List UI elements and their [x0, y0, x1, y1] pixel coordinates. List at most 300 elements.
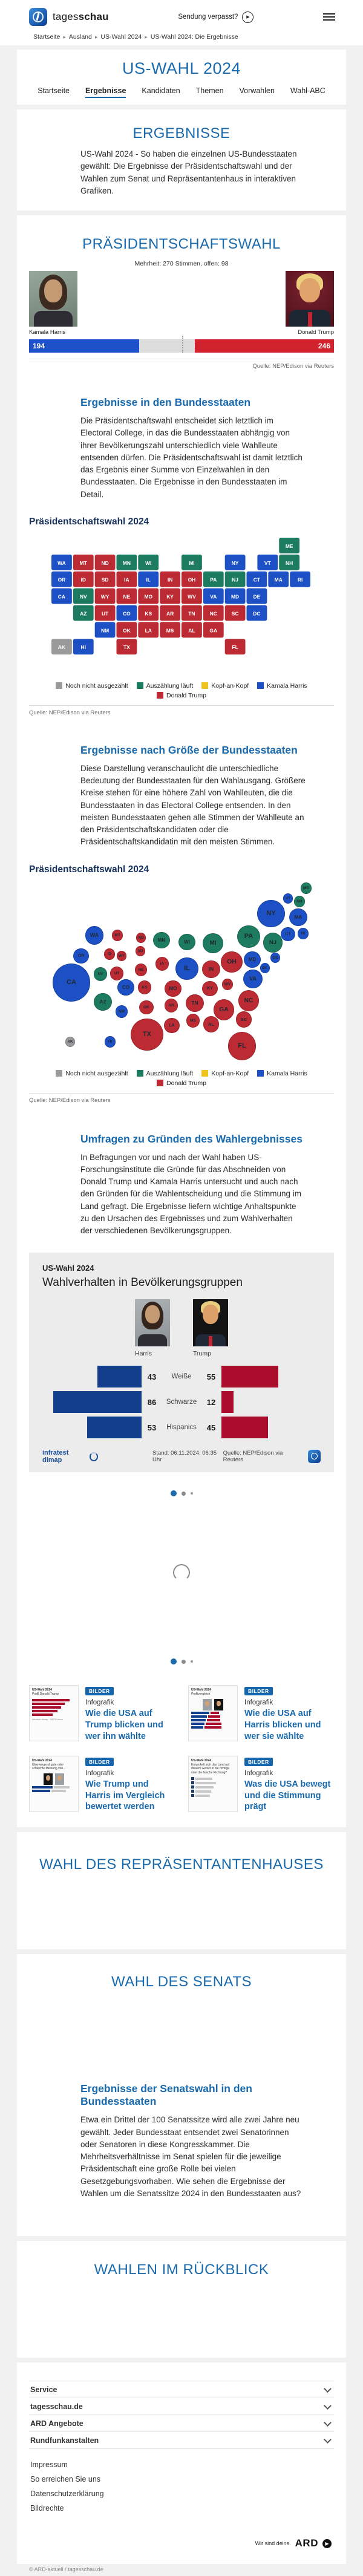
tab-vorwahlen[interactable]: Vorwahlen: [239, 86, 275, 95]
teaser-thumbnail: [29, 1685, 79, 1741]
teaser-card[interactable]: [29, 1756, 175, 1813]
map-state-label: NC: [209, 610, 217, 617]
breadcrumb-item[interactable]: US-Wahl 2024: Die Ergebnisse: [150, 33, 238, 41]
thumb-bar: [211, 1712, 219, 1714]
teaser-title[interactable]: Was die USA bewegt und die Stimmung prägt: [244, 1779, 331, 1812]
teaser-body: [244, 1756, 334, 1813]
map-state-label: SC: [231, 610, 239, 617]
bubble-state-UT[interactable]: UT: [110, 967, 123, 980]
ard-logo: ARD: [295, 2537, 318, 2549]
trump-chart-photo: [193, 1299, 228, 1346]
legend-label: Kopf-an-Kopf: [211, 682, 249, 690]
map-state-label: AK: [57, 644, 66, 650]
teaser-body: [85, 1756, 175, 1813]
footer-link-datenschutzerkl-rung[interactable]: Datenschutzerklärung: [30, 2490, 104, 2499]
sendung-verpasst-label: Sendung verpasst?: [178, 13, 238, 21]
map-state-label: MN: [122, 559, 131, 566]
thumb-title: Profilvergleich: [191, 1692, 211, 1697]
site-header: [0, 0, 363, 45]
legend-swatch-trump: [157, 692, 163, 699]
map-state-label: ME: [285, 543, 293, 549]
legend-item: [137, 1070, 194, 1077]
trump-bar: [221, 1391, 234, 1413]
map-state-label: IN: [167, 576, 173, 583]
ergebnisse-section: [17, 109, 346, 210]
trump-bar: [221, 1417, 268, 1438]
teaser-card[interactable]: [188, 1756, 334, 1813]
map-state-label: LA: [145, 627, 152, 634]
harris-name-label: Kamala Harris: [29, 329, 66, 336]
cartogram-title: Präsidentschaftswahl 2024: [29, 864, 149, 875]
bubble-state-CT[interactable]: CT: [281, 927, 295, 942]
harris-value: 53: [147, 1423, 157, 1432]
map-state-label: MI: [189, 559, 195, 566]
thumb-bar: [32, 1703, 65, 1705]
legend-label: Noch nicht ausgezählt: [65, 682, 128, 690]
bubble-state-AZ[interactable]: AZ: [94, 993, 111, 1011]
thumb-bar: [191, 1726, 203, 1729]
footer-accordion-tagesschau-de[interactable]: [29, 2398, 334, 2415]
footer-accordion-service[interactable]: [29, 2381, 334, 2398]
thumb-title: Profil Donald Trump: [32, 1692, 59, 1697]
legend-swatch-open: [56, 682, 62, 689]
thumb-harris-photo: [203, 1699, 212, 1710]
bubble-state-WI[interactable]: WI: [178, 934, 195, 951]
bubble-state-MT[interactable]: MT: [112, 930, 123, 941]
chart-title: Wahlverhalten in Bevölkerungsgruppen: [42, 1276, 243, 1290]
donald-trump-photo: [286, 271, 334, 327]
teaser-kicker: Infografik: [244, 1699, 273, 1707]
map-state-label: NM: [101, 627, 110, 634]
footer-link-impressum[interactable]: Impressum: [30, 2460, 68, 2470]
trump-bar-wrap: [221, 1417, 321, 1438]
map-state-label: AR: [166, 610, 174, 617]
legend-label: Kamala Harris: [267, 682, 307, 690]
legend-swatch-trump: [157, 1080, 163, 1086]
footer-accordion-ard-angebote[interactable]: [29, 2415, 334, 2431]
bubble-state-WA[interactable]: WA: [85, 926, 103, 944]
legend-swatch-counting: [137, 1070, 143, 1077]
map-state-label: KS: [145, 610, 152, 617]
tab-startseite[interactable]: Startseite: [38, 86, 70, 95]
carousel-dots: [17, 1658, 346, 1665]
bubble-state-NV[interactable]: NV: [94, 967, 107, 980]
bubble-state-CA[interactable]: CA: [53, 964, 90, 1001]
map-state-label: MS: [166, 627, 174, 634]
thumb-bar: [195, 1786, 214, 1789]
thumb-square: [191, 1785, 194, 1789]
site-footer: [17, 2362, 346, 2564]
trump-chart-label: Trump: [193, 1350, 211, 1358]
demographics-row: [42, 1417, 321, 1438]
breadcrumb: [0, 28, 363, 45]
thumb-bar: [51, 1790, 66, 1792]
bubble-state-VT[interactable]: VT: [283, 893, 293, 903]
map-state-label: UT: [101, 610, 109, 617]
map-state-label: MA: [274, 576, 283, 583]
thumb-bar-row: [191, 1785, 235, 1789]
chart-harris-column: [135, 1299, 170, 1357]
thumb-bar: [191, 1719, 206, 1721]
legend-swatch-open: [56, 1070, 62, 1077]
harris-bar: [97, 1366, 142, 1387]
size-results-heading: Ergebnisse nach Größe der Bundesstaaten: [80, 743, 298, 756]
bilder-badge: BILDER: [244, 1758, 273, 1766]
thumb-bar: [54, 1786, 70, 1789]
map-state-label: TN: [188, 610, 195, 617]
legend-label: Kamala Harris: [267, 1069, 307, 1077]
teaser-kicker: Infografik: [85, 1699, 114, 1707]
legend-label: Auszählung läuft: [146, 1069, 194, 1077]
trump-bar-wrap: [221, 1391, 321, 1413]
map-state-label: PA: [210, 576, 217, 583]
tab-kandidaten[interactable]: Kandidaten: [142, 86, 180, 95]
thumb-trump-photo: [44, 1773, 53, 1785]
praesidentschaftswahl-title: PRÄSIDENTSCHAFTSWAHL: [82, 236, 281, 252]
teaser-body: [85, 1685, 175, 1743]
bubble-state-IL[interactable]: IL: [175, 957, 198, 980]
map-state-label: OR: [57, 576, 66, 583]
bubble-state-ND[interactable]: ND: [136, 933, 146, 942]
demographics-row: [42, 1391, 321, 1413]
legend-item: [257, 1070, 307, 1077]
bubble-state-RI[interactable]: RI: [298, 928, 309, 939]
map-state-label: NJ: [232, 576, 238, 583]
chevron-down-icon: [324, 2402, 332, 2410]
legend-swatch-counting: [137, 682, 143, 689]
breadcrumb-item[interactable]: Ausland: [68, 33, 92, 41]
page-title: US-WAHL 2024: [122, 59, 241, 77]
thumb-chart: [32, 1699, 76, 1716]
bubble-state-MN[interactable]: MN: [153, 932, 170, 949]
repraesentantenhaus-section: [17, 1832, 346, 1949]
chart-kicker: US-Wahl 2024: [42, 1264, 94, 1273]
trump-value: 12: [206, 1397, 216, 1407]
breadcrumb-separator-icon: ▸: [63, 34, 66, 40]
bubble-state-ID[interactable]: ID: [104, 948, 115, 959]
harris-value: 43: [147, 1372, 157, 1381]
map-state-label: OK: [123, 627, 131, 634]
group-label: Hispanics: [166, 1424, 197, 1432]
accordion-label: Rundfunkanstalten: [30, 2436, 99, 2445]
map-state-label: IA: [124, 576, 129, 583]
carousel-dots: [17, 1490, 346, 1496]
thumb-bar: [195, 1782, 216, 1784]
bubble-state-NH[interactable]: NH: [294, 896, 305, 907]
map-state-label: WI: [145, 559, 152, 566]
majority-marker: [182, 336, 183, 353]
states-results-heading: Ergebnisse in den Bundesstaaten: [80, 396, 251, 408]
tab-ergebnisse[interactable]: Ergebnisse: [85, 86, 126, 98]
bubble-state-GA[interactable]: GA: [214, 999, 235, 1020]
thumb-bar-row: [191, 1715, 235, 1718]
accordion-label: tagesschau.de: [30, 2402, 83, 2411]
infografik-teaser-grid: [29, 1685, 334, 1816]
kamala-harris-photo: [29, 271, 77, 327]
bubble-state-IA[interactable]: IA: [155, 957, 169, 970]
ergebnisse-title: ERGEBNISSE: [132, 125, 231, 142]
bubble-state-AK[interactable]: AK: [65, 1037, 75, 1046]
thumb-square: [191, 1777, 194, 1780]
bubble-state-NY[interactable]: NY: [257, 900, 284, 927]
bubble-state-MI[interactable]: MI: [203, 933, 223, 954]
thumb-bar: [208, 1715, 220, 1718]
chart-trump-column: [193, 1299, 228, 1357]
legend-item: [157, 1080, 206, 1087]
bubble-state-SC[interactable]: SC: [236, 1011, 252, 1028]
teaser-card[interactable]: [188, 1685, 334, 1743]
tagesschau-mini-logo: [308, 1450, 321, 1463]
bubble-state-MO[interactable]: MO: [165, 980, 182, 997]
thumb-bar-row: [191, 1781, 235, 1784]
demographics-rows: [42, 1366, 321, 1438]
thumb-bar-row: [32, 1790, 76, 1792]
carousel-dot-active[interactable]: [171, 1490, 177, 1496]
infratest-dimap-logo: infratest dimap: [42, 1449, 98, 1464]
map-state-label: NE: [123, 593, 131, 600]
teaser-title[interactable]: Wie Trump und Harris im Vergleich bewertet werden: [85, 1779, 165, 1812]
demographics-row: [42, 1366, 321, 1387]
repraesentantenhaus-title: WAHL DES REPRÄSENTANTENHAUSES: [39, 1856, 324, 1873]
footer-accordion-rundfunkanstalten[interactable]: [29, 2431, 334, 2449]
legend-swatch-tossup: [201, 1070, 208, 1077]
ergebnisse-intro-text: US-Wahl 2024 - So haben die einzelnen US-Bundesstaaten gewählt: Die Ergebnisse der Präsidentschaftswahl und der Wahlen zum Senat und Repräsentantenhaus in interaktiven Grafiken.: [80, 149, 297, 195]
breadcrumb-item[interactable]: Startseite: [33, 33, 60, 41]
senat-results-heading: Ergebnisse der Senatswahl in den Bundesstaaten: [80, 2082, 252, 2108]
bubble-state-AR[interactable]: AR: [165, 999, 178, 1012]
thumb-bar: [32, 1714, 53, 1716]
legend-item: [201, 1070, 249, 1077]
map-state-label: GA: [209, 627, 218, 634]
map-state-label: ND: [101, 559, 109, 566]
demographics-chart-card: [29, 1253, 334, 1472]
carousel-dot[interactable]: [182, 1492, 186, 1496]
tagesschau-logo[interactable]: [29, 8, 47, 26]
map-state-label: FL: [232, 644, 238, 650]
bubble-state-OR[interactable]: OR: [73, 948, 88, 964]
bubble-state-VA[interactable]: VA: [243, 970, 263, 989]
bubble-state-FL[interactable]: FL: [228, 1032, 257, 1060]
thumb-bar: [206, 1723, 221, 1725]
bubble-state-MD[interactable]: MD: [244, 951, 261, 968]
thumb-harris-photo: [55, 1773, 64, 1785]
thumb-bar: [32, 1790, 50, 1792]
map-state-label: AL: [188, 627, 195, 634]
carousel-dot[interactable]: [191, 1660, 193, 1663]
harris-votes-bar: 194: [29, 339, 139, 353]
size-results-text: Diese Darstellung veranschaulicht die unterschiedliche Bedeutung der Bundesstaaten für den Wahlausgang. Größere Kreise stehen für eine höhere Zahl von Wahlleuten, die die Bundesstaaten in das Electoral College entsenden. In den meisten Bundesstaaten gehen alle Stimmen der Wahlleute an den Präsidentschaftskandidaten oder die Präsidentschaftskandidatin mit den meisten Stimmen.: [80, 763, 306, 847]
group-label: Schwarze: [166, 1398, 197, 1406]
thumb-heads: [191, 1699, 235, 1710]
thumb-bar-row: [32, 1786, 76, 1789]
bubble-state-IN[interactable]: IN: [202, 960, 220, 978]
thumb-bar: [195, 1795, 210, 1797]
map-legend: [35, 682, 328, 699]
bubble-state-OH[interactable]: OH: [221, 951, 243, 973]
map-state-label: CO: [123, 610, 131, 617]
thumb-chart: [32, 1773, 76, 1792]
senat-results-text: Etwa ein Drittel der 100 Senatssitze wird alle zwei Jahre neu gewählt. Jeder Bundesstaat entsendet zwei Senatorinnen oder Senatoren in diese Kongresskammer. Die Mehrheitsverhältnisse im Senat spielen für die jeweilige Präsidentschaft eine große Rolle bei vielen Gesetzgebungsvorhaben. Wie sehen die Ergebnisse der Wahlen um die Senatssitze 2024 in den Bundesstaaten aus?: [80, 2115, 301, 2198]
bubble-state-DE[interactable]: DE: [270, 953, 280, 962]
bubble-state-MA[interactable]: MA: [289, 908, 307, 926]
map-state-label: AZ: [80, 610, 87, 617]
legend-label: Donald Trump: [166, 1079, 206, 1087]
harris-bar-wrap: [42, 1391, 142, 1413]
bubble-state-NJ[interactable]: NJ: [263, 933, 283, 953]
trump-value: 45: [206, 1423, 216, 1432]
loading-spinner: [173, 1564, 190, 1581]
thumb-square: [191, 1781, 194, 1784]
thumb-bar-row: [191, 1777, 235, 1780]
menu-icon[interactable]: [323, 13, 335, 21]
breadcrumb-separator-icon: ▸: [94, 34, 98, 40]
thumb-bar-row: [191, 1794, 235, 1797]
thumb-kicker: US-Wahl 2024: [32, 1758, 52, 1762]
thumb-bar-row: [191, 1790, 235, 1793]
bubble-state-SD[interactable]: SD: [136, 946, 145, 956]
carousel-dot[interactable]: [182, 1660, 186, 1664]
teaser-body: [244, 1685, 334, 1743]
map-state-label: RI: [297, 576, 303, 583]
harris-chart-label: Harris: [135, 1350, 152, 1358]
map-state-label: MO: [144, 593, 153, 600]
map-state-label: MT: [79, 559, 87, 566]
bubble-state-WV[interactable]: WV: [222, 979, 233, 990]
thumb-heads: [32, 1773, 76, 1785]
teaser-title[interactable]: Wie die USA auf Harris blicken und wer sie wählte: [244, 1709, 321, 1741]
thumb-bar: [32, 1706, 61, 1709]
tab-wahl-abc[interactable]: Wahl-ABC: [290, 86, 325, 95]
map-state-label: TX: [123, 644, 130, 650]
thumb-bar-row: [191, 1719, 235, 1721]
bubble-state-LA[interactable]: LA: [164, 1018, 179, 1033]
footer-link-so-erreichen-sie-uns[interactable]: So erreichen Sie uns: [30, 2475, 101, 2484]
thumb-bar: [191, 1723, 204, 1725]
trump-value: 55: [206, 1372, 216, 1381]
thumb-bar: [191, 1712, 209, 1714]
bubble-state-NC[interactable]: NC: [238, 990, 260, 1011]
accordion-label: ARD Angebote: [30, 2419, 83, 2428]
bubble-state-ME[interactable]: ME: [301, 882, 312, 893]
map-state-label: NV: [79, 593, 87, 600]
rueckblick-title: WAHLEN IM RÜCKBLICK: [94, 2261, 269, 2278]
teaser-kicker: Infografik: [85, 1769, 114, 1777]
bilder-badge: BILDER: [85, 1687, 114, 1695]
thumb-title: Überwiegend gute oder schlechte Meinung von...: [32, 1762, 66, 1771]
thumb-chart: [191, 1699, 235, 1729]
brand-wordmark[interactable]: tagesschau: [53, 11, 109, 22]
rueckblick-section: [17, 2241, 346, 2358]
sendung-verpasst-link[interactable]: [178, 11, 253, 23]
bubble-state-MS[interactable]: MS: [186, 1014, 200, 1027]
map-state-label: WA: [57, 559, 66, 566]
thumb-bar-row: [191, 1726, 235, 1729]
section-tabs: [17, 86, 346, 105]
legend-label: Noch nicht ausgezählt: [65, 1069, 128, 1077]
thumb-bar: [32, 1786, 53, 1789]
bubble-state-OK[interactable]: OK: [139, 1000, 154, 1015]
map-state-label: WY: [100, 593, 110, 600]
legend-swatch-tossup: [201, 682, 208, 689]
bubble-state-PA[interactable]: PA: [237, 925, 260, 948]
map-state-label: OH: [188, 576, 196, 583]
map-state-label: VT: [264, 559, 271, 566]
teaser-card[interactable]: [29, 1685, 175, 1743]
cartogram-source-note: Quelle: NEP/Edison via Reuters: [29, 1093, 334, 1104]
thumb-footer: infratest dimap · NEP/Edison: [32, 1717, 64, 1721]
thumb-bar: [195, 1778, 212, 1780]
carousel-dot-active[interactable]: [171, 1658, 177, 1665]
us-states-choropleth-map[interactable]: [51, 536, 312, 673]
electoral-bubble-cartogram[interactable]: [17, 879, 346, 1060]
thumb-square: [191, 1790, 194, 1793]
bilder-badge: BILDER: [244, 1687, 273, 1695]
electoral-vote-bar: [29, 339, 334, 353]
map-state-label: CT: [253, 576, 261, 583]
thumb-bar-row: [191, 1723, 235, 1725]
harris-bar: [87, 1417, 142, 1438]
harris-chart-photo: [135, 1299, 170, 1346]
bubble-state-NE[interactable]: NE: [135, 964, 147, 976]
bubble-state-HI[interactable]: HI: [105, 1036, 116, 1047]
map-state-label: NY: [231, 559, 239, 566]
teaser-title[interactable]: Wie die USA auf Trump blicken und wer ihn wählte: [85, 1709, 163, 1741]
chart-stand-label: Stand: 06.11.2024, 06:35 Uhr: [152, 1450, 217, 1464]
chevron-down-icon: [324, 2419, 332, 2427]
thumb-square: [191, 1794, 194, 1797]
chevron-down-icon: [324, 2385, 332, 2393]
bubble-state-WY[interactable]: WY: [117, 951, 126, 960]
map-state-label: KY: [166, 593, 174, 600]
footer-link-bildrechte[interactable]: Bildrechte: [30, 2504, 64, 2513]
thumb-kicker: US-Wahl 2024: [191, 1688, 211, 1692]
copyright-line: © ARD-aktuell / tagesschau.de: [29, 2566, 103, 2573]
play-icon[interactable]: ▶: [242, 11, 253, 23]
breadcrumb-item[interactable]: US-Wahl 2024: [100, 33, 142, 41]
bubble-state-DC[interactable]: DC: [260, 963, 270, 973]
carousel-dot[interactable]: [191, 1492, 193, 1495]
trump-name-label: Donald Trump: [298, 329, 334, 336]
trump-votes-bar: 246: [195, 339, 334, 353]
harris-value: 86: [147, 1397, 157, 1407]
senat-section: [17, 1954, 346, 2236]
bubble-state-AL[interactable]: AL: [203, 1016, 220, 1032]
bubble-state-NM[interactable]: NM: [116, 1005, 128, 1017]
bubble-state-CO[interactable]: CO: [117, 979, 134, 996]
accordion-label: Service: [30, 2385, 57, 2394]
thumb-bar: [191, 1715, 207, 1718]
bubble-state-TN[interactable]: TN: [186, 994, 203, 1012]
map-state-label: WV: [188, 593, 196, 600]
bubble-state-KS[interactable]: KS: [138, 980, 151, 994]
map-title: Präsidentschaftswahl 2024: [29, 516, 149, 527]
bubble-state-KY[interactable]: KY: [202, 981, 217, 996]
legend-label: Kopf-an-Kopf: [211, 1069, 249, 1077]
map-state-label: DE: [253, 593, 261, 600]
legend-item: [137, 682, 194, 690]
legend-swatch-harris: [257, 1070, 264, 1077]
tab-themen[interactable]: Themen: [195, 86, 224, 95]
bubble-state-TX[interactable]: TX: [131, 1019, 163, 1051]
thumb-chart: [191, 1777, 235, 1797]
thumb-kicker: US-Wahl 2024: [32, 1688, 52, 1692]
ard-circle-icon: ▶: [322, 2539, 332, 2548]
states-results-text: Die Präsidentschaftswahl entscheidet sich letztlich im Electoral College, in das die Bundesstaaten abhängig von ihrer Bevölkerungszahl unterschiedlich viele Wahlleute entsenden dürfen. Die Präsidentschaftswahl ist damit letztlich das Ergebnis einer Summe von Einzelwahlen in den Bundesstaaten. Die Ergebnisse in den Bundesstaaten im Detail.: [80, 416, 302, 499]
legend-label: Donald Trump: [166, 691, 206, 699]
praesidentschaftswahl-section: [17, 215, 346, 1827]
map-state-label: CA: [57, 593, 66, 600]
group-label: Weiße: [171, 1373, 192, 1381]
